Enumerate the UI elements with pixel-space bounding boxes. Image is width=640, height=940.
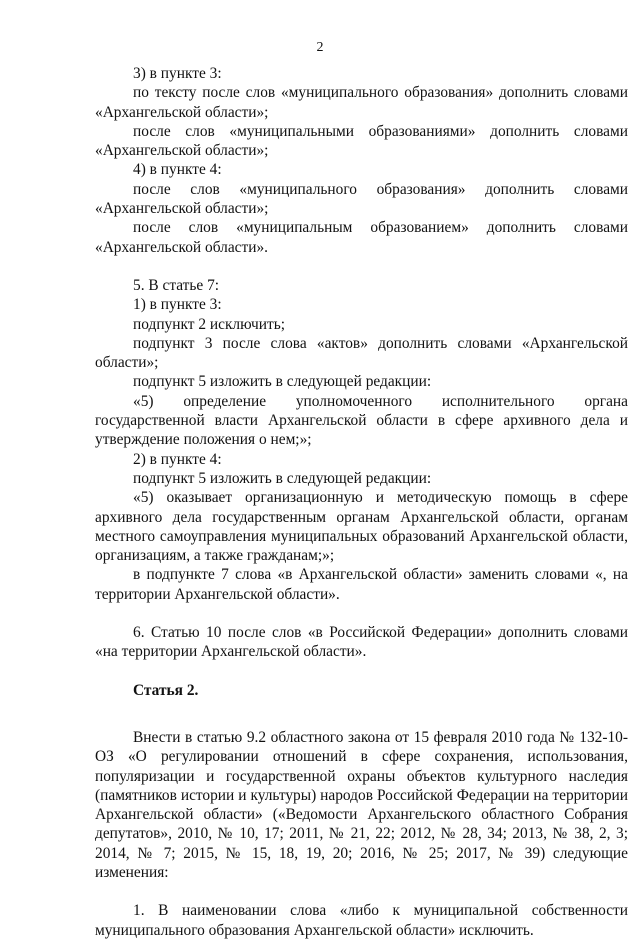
paragraph: 3) в пункте 3: xyxy=(133,65,222,82)
paragraph: «5) оказывает организационную и методическую помощь в сфере архивного дела государственным органам Архангельской области, органам местного самоуправления муниципальных образований Архангельской области, организациям, а также гражданам;»; xyxy=(95,489,628,565)
page-number: 2 xyxy=(316,40,324,55)
document-body xyxy=(95,64,628,940)
spacer xyxy=(95,257,628,276)
paragraph: подпункт 3 после слова «актов» дополнить словами «Архангельской области»; xyxy=(95,334,628,372)
paragraph: подпункт 5 изложить в следующей редакции: xyxy=(133,373,432,391)
paragraph: по тексту после слов «муниципального образования» дополнить словами «Архангельской области»; xyxy=(95,84,628,121)
paragraph: после слов «муниципальным образованием» дополнить словами «Архангельской области». xyxy=(95,219,628,256)
spacer xyxy=(95,700,628,728)
spacer xyxy=(95,662,628,681)
paragraph: в подпункте 7 слова «в Архангельской области» заменить словами «, на территории Архангельской области». xyxy=(95,566,628,603)
spacer xyxy=(95,882,628,901)
paragraph: 4) в пункте 4: xyxy=(133,161,222,179)
paragraph: 1. В наименовании слова «либо к муниципальной собственности муниципального образования Архангельской области» исключить. xyxy=(95,902,628,939)
paragraph: после слов «муниципальными образованиями» дополнить словами «Архангельской области»; xyxy=(95,122,628,160)
paragraph: после слов «муниципального образования» дополнить словами «Архангельской области»; xyxy=(95,180,628,218)
article-heading: Статья 2. xyxy=(133,681,199,699)
paragraph: 1) в пункте 3: xyxy=(133,296,222,314)
paragraph: подпункт 5 изложить в следующей редакции: xyxy=(133,469,432,487)
paragraph: подпункт 2 исключить; xyxy=(133,315,286,333)
paragraph: 2) в пункте 4: xyxy=(133,450,222,468)
spacer xyxy=(95,604,628,623)
paragraph: Внести в статью 9.2 областного закона от 15 февраля 2010 года № 132-10-ОЗ «О регулировании отношений в сфере сохранения, использования, популяризации и государственной охраны объектов культурного наследия (памятников истории и культуры) народов Российской Федерации на территории Архангельской области» («Ведомости Архангельского областного Собрания депутатов», 2010, № 10, 17; 2011, № 21, 22; 2012, № 28, 34; 2013, № 38, 2, 3; 2014, № 7; 2015, № 15, 18, 19, 20; 2016, № 25; 2017, № 39) следующие изменения: xyxy=(95,728,628,881)
paragraph: 6. Статью 10 после слов «в Российской Федерации» дополнить словами «на территории Архангельской области». xyxy=(95,624,628,661)
paragraph: 5. В статье 7: xyxy=(133,276,220,294)
paragraph: «5) определение уполномоченного исполнительного органа государственной власти Архангельской области в сфере архивного дела и утверждение положения о нем;»; xyxy=(95,392,628,449)
